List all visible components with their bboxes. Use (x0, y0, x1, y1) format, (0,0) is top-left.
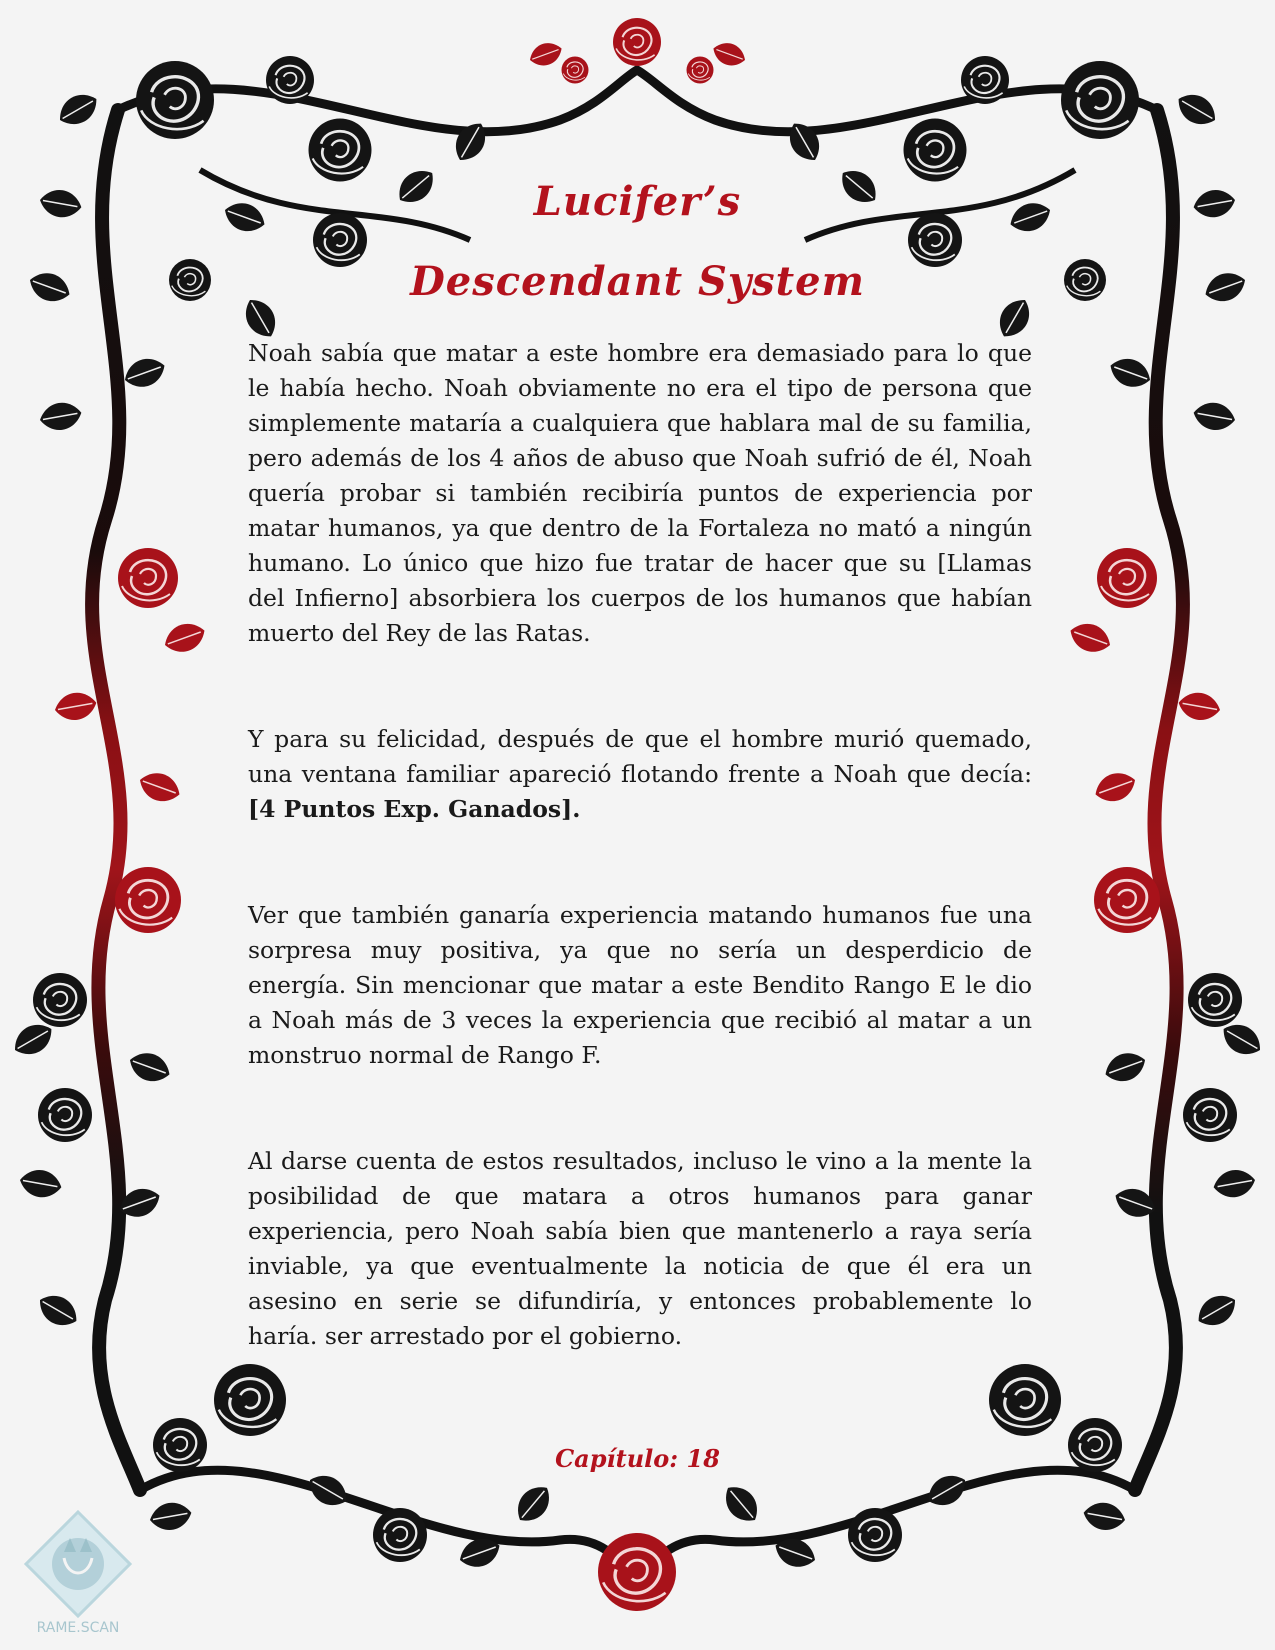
title-line-2: Descendant System (410, 258, 865, 305)
paragraph-3: Ver que también ganaría experiencia matando humanos fue una sorpresa muy positiva, ya que no sería un desperdicio de energía. Sin mencionar que matar a este Bendito Rango E le dio a Noah más de 3 veces la experiencia que recibió al matar a un monstruo normal de Rango F. (248, 901, 1032, 1069)
chapter-body (248, 336, 1032, 1354)
paragraph-spacer (248, 651, 1032, 722)
paragraph-2 (248, 722, 1032, 827)
paragraph-2-text: Y para su felicidad, después de que el hombre murió quemado, una ventana familiar apareció flotando frente a Noah que decía: (248, 725, 1032, 788)
paragraph-1: Noah sabía que matar a este hombre era demasiado para lo que le había hecho. Noah obviamente no era el tipo de persona que simplemente mataría a cualquiera que hablara mal de su familia, pero además de los 4 años de abuso que Noah sufrió de él, Noah quería probar si también recibiría puntos de experiencia por matar humanos, ya que dentro de la Fortaleza no mató a ningún humano. Lo único que hizo fue tratar de hacer que su [Llamas del Infierno] absorbiera los cuerpos de los humanos que habían muerto del Rey de las Ratas. (248, 339, 1032, 647)
chapter-number: Capítulo: 18 (555, 1444, 720, 1473)
wolf-logo-watermark (18, 1508, 138, 1638)
paragraph-spacer (248, 1073, 1032, 1144)
paragraph-4: Al darse cuenta de estos resultados, incluso le vino a la mente la posibilidad de que matara a otros humanos para ganar experiencia, pero Noah sabía bien que mantenerlo a raya sería inviable, ya que eventualmente la noticia de que él era un asesino en serie se difundiría, y entonces probablemente lo haría. ser arrestado por el gobierno. (248, 1147, 1032, 1350)
watermark-text: RAME.SCAN (36, 1620, 120, 1636)
paragraph-spacer (248, 827, 1032, 898)
exp-gained-notice: [4 Puntos Exp. Ganados]. (248, 795, 581, 823)
title-line-1: Lucifer’s (533, 178, 742, 225)
